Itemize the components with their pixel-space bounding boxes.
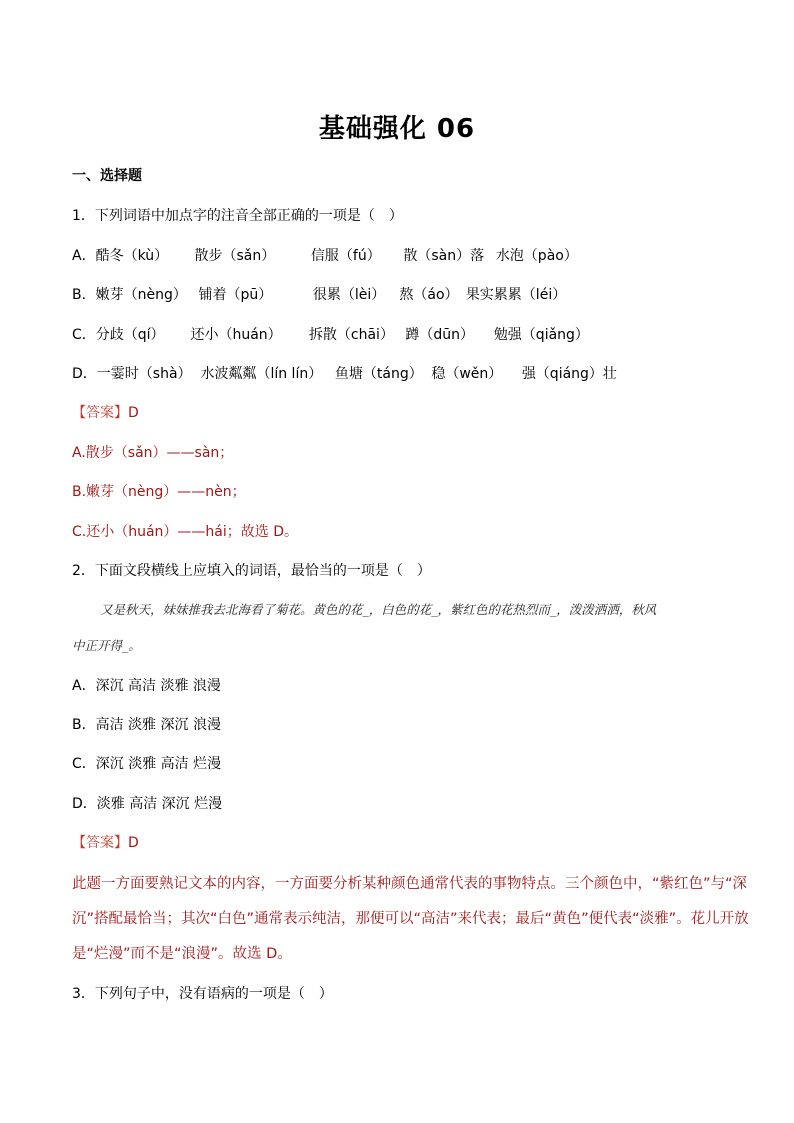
question-3-stem: 3．下列句子中，没有语病的一项是（ ） xyxy=(72,986,333,1002)
question-2-explanation-line-1: 此题一方面要熟记文本的内容，一方面要分析某种颜色通常代表的事物特点。三个颜色中，“紫红色”与“深 xyxy=(72,876,748,892)
question-2-option-b: B．高洁 淡雅 深沉 浪漫 xyxy=(72,717,221,733)
option-term: D．一霎时（shà） xyxy=(72,366,192,382)
question-2-answer xyxy=(72,833,139,853)
option-term: C．分歧（qí） xyxy=(72,327,165,343)
section-heading: 一、选择题 xyxy=(72,168,142,184)
question-2-passage-line-1: 又是秋天，妹妹推我去北海看了菊花。黄色的花_，白色的花_，紫红色的花热烈而_，泼泼洒洒，秋风 xyxy=(100,602,657,617)
question-1-explanation-c: C.还小（huán）——hái；故选 D。 xyxy=(72,524,298,540)
question-1-explanation-b: B.嫩芽（nèng）——nèn； xyxy=(72,484,246,500)
question-2-passage-line-2: 中正开得_。 xyxy=(72,638,141,653)
option-term: 还小（huán） xyxy=(190,327,282,343)
question-2-option-d: D．淡雅 高洁 深沉 烂漫 xyxy=(72,796,223,812)
option-term: 水泡（pào） xyxy=(495,248,578,264)
option-term: 鱼塘（táng） xyxy=(334,366,423,382)
question-1-option-a xyxy=(72,246,578,266)
question-2-option-c: C．深沉 淡雅 高洁 烂漫 xyxy=(72,756,222,772)
option-term: 散（sàn）落 xyxy=(403,248,485,264)
option-term: 很累（lèi） xyxy=(312,287,386,303)
answer-tag: 【答案】 xyxy=(72,835,128,851)
answer-value: D xyxy=(128,405,139,421)
option-term: 信服（fú） xyxy=(310,248,381,264)
option-term: 稳（wěn） xyxy=(431,366,503,382)
option-term: 强（qiáng）壮 xyxy=(521,366,617,382)
question-2-stem: 2．下面文段横线上应填入的词语，最恰当的一项是（ ） xyxy=(72,563,431,579)
option-term: 水波粼粼（lín lín） xyxy=(200,366,323,382)
page-title: 基础强化 06 xyxy=(318,114,476,144)
question-2-option-a: A．深沉 高洁 淡雅 浪漫 xyxy=(72,678,221,694)
question-2-explanation-line-2: 沉”搭配最恰当；其次“白色”通常表示纯洁，那便可以“高洁”来代表；最后“黄色”便代表“淡雅”。花儿开放 xyxy=(72,911,749,927)
question-1-option-b xyxy=(72,285,566,305)
answer-value: D xyxy=(128,835,139,851)
option-term: 散步（sǎn） xyxy=(194,248,276,264)
question-1-explanation-a: A.散步（sǎn）——sàn； xyxy=(72,445,234,461)
option-term: 拆散（chāi） xyxy=(308,327,394,343)
question-2-explanation-line-3: 是“烂漫”而不是“浪漫”。故选 D。 xyxy=(72,946,292,962)
question-1-option-c xyxy=(72,325,589,345)
option-term: 勉强（qiǎng） xyxy=(493,327,589,343)
question-1-stem: 1．下列词语中加点字的注音全部正确的一项是（ ） xyxy=(72,208,403,224)
question-1-option-d xyxy=(72,364,617,384)
option-term: 果实累累（léi） xyxy=(465,287,567,303)
option-term: 熬（áo） xyxy=(399,287,459,303)
option-term: A．酷冬（kù） xyxy=(72,248,169,264)
answer-tag: 【答案】 xyxy=(72,405,128,421)
option-term: B．嫩芽（nèng） xyxy=(72,287,187,303)
option-term: 蹲（dūn） xyxy=(405,327,474,343)
option-term: 铺着（pū） xyxy=(198,287,273,303)
question-1-answer xyxy=(72,403,139,423)
